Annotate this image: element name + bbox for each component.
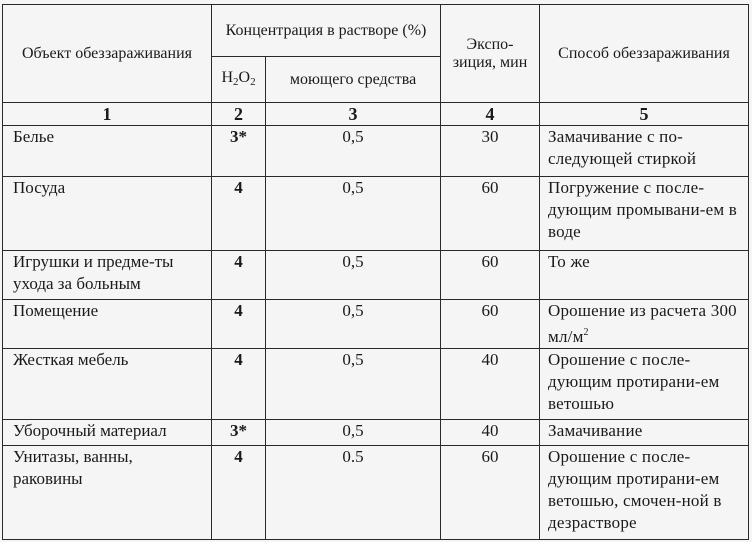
cell-detergent: 0,5 — [266, 420, 441, 446]
cell-detergent: 0,5 — [266, 349, 441, 420]
cell-h2o2: 3* — [212, 420, 266, 446]
cell-exposure: 40 — [441, 349, 540, 420]
cell-object: Жесткая мебель — [3, 349, 212, 420]
column-number-row — [3, 103, 749, 126]
column-number-1: 1 — [3, 103, 212, 126]
cell-method: Орошение с после-дующим протирани-ем ветошью, смочен-ной в дезрастворе — [540, 446, 749, 540]
table-row — [3, 126, 749, 177]
header-method-label: Способ обеззараживания — [558, 44, 730, 62]
column-number-4: 4 — [441, 103, 540, 126]
cell-object: Белье — [3, 126, 212, 177]
table-row — [3, 349, 749, 420]
cell-h2o2: 3* — [212, 126, 266, 177]
cell-object: Помещение — [3, 300, 212, 349]
cell-object: Унитазы, ванны, раковины — [3, 446, 212, 540]
cell-detergent: 0.5 — [266, 446, 441, 540]
cell-method: То же — [540, 251, 749, 300]
disinfection-table — [2, 4, 749, 540]
header-method — [540, 5, 749, 103]
cell-h2o2: 4 — [212, 300, 266, 349]
cell-method — [540, 300, 749, 349]
table-row — [3, 446, 749, 540]
cell-exposure: 60 — [441, 300, 540, 349]
cell-exposure: 40 — [441, 420, 540, 446]
column-number-2: 2 — [212, 103, 266, 126]
h2o2-o: O — [238, 68, 251, 86]
header-row-1 — [3, 5, 749, 57]
cell-method: Орошение с после-дующим протирани-ем ветошью — [540, 349, 749, 420]
cell-exposure: 30 — [441, 126, 540, 177]
cell-h2o2: 4 — [212, 177, 266, 251]
table-row — [3, 177, 749, 251]
cell-h2o2: 4 — [212, 251, 266, 300]
header-exposure-label: Экспо-зиция, мин — [452, 35, 528, 71]
cell-method-superscript: 2 — [583, 327, 589, 338]
table-row — [3, 251, 749, 300]
header-exposure — [441, 5, 540, 103]
h2o2-sub2: 2 — [250, 75, 256, 88]
column-number-5: 5 — [540, 103, 749, 126]
header-object-label: Объект обеззараживания — [21, 44, 193, 62]
cell-exposure: 60 — [441, 177, 540, 251]
h2o2-sub1: 2 — [233, 75, 239, 88]
header-concentration-label: Концентрация в растворе (%) — [225, 21, 427, 39]
cell-object: Игрушки и предме-ты ухода за больным — [3, 251, 212, 300]
cell-detergent: 0,5 — [266, 300, 441, 349]
cell-detergent: 0,5 — [266, 126, 441, 177]
header-detergent-label: моющего средства — [289, 70, 417, 88]
cell-method-text: Орошение из расчета 300 мл/м — [548, 301, 737, 346]
cell-exposure: 60 — [441, 446, 540, 540]
cell-method: Замачивание — [540, 420, 749, 446]
cell-h2o2: 4 — [212, 349, 266, 420]
header-object — [3, 5, 212, 103]
cell-detergent: 0,5 — [266, 251, 441, 300]
cell-method: Замачивание с по-следующей стиркой — [540, 126, 749, 177]
header-h2o2 — [212, 57, 266, 103]
cell-object: Посуда — [3, 177, 212, 251]
header-concentration — [212, 5, 441, 57]
header-detergent — [266, 57, 441, 103]
table-row — [3, 420, 749, 446]
table-row — [3, 300, 749, 349]
cell-detergent: 0,5 — [266, 177, 441, 251]
column-number-3: 3 — [266, 103, 441, 126]
cell-method: Погружение с после-дующим промывани-ем в воде — [540, 177, 749, 251]
cell-object: Уборочный материал — [3, 420, 212, 446]
cell-h2o2: 4 — [212, 446, 266, 540]
h2o2-h: H — [221, 68, 233, 86]
cell-exposure: 60 — [441, 251, 540, 300]
